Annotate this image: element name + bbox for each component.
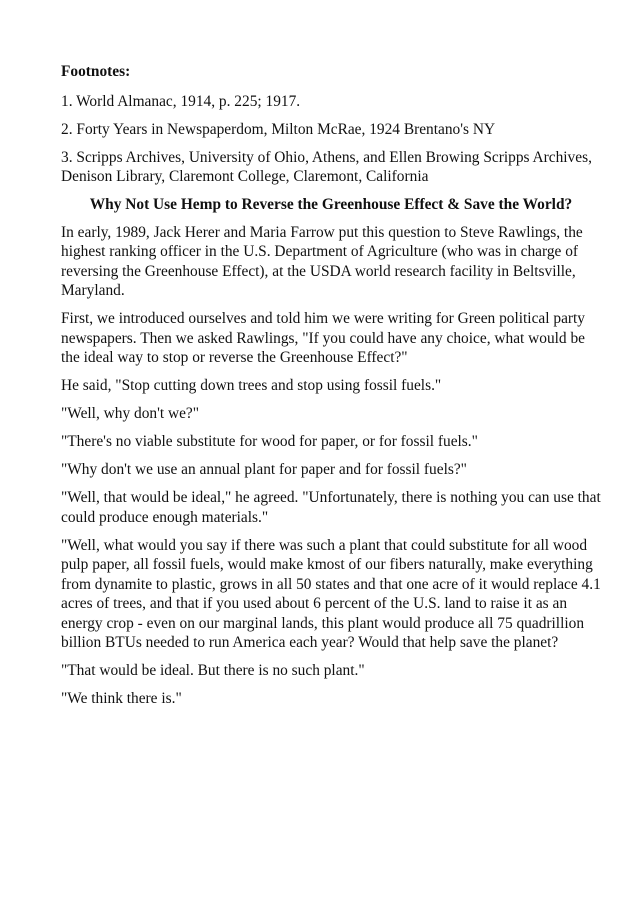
paragraph-intro: In early, 1989, Jack Herer and Maria Farrow put this question to Steve Rawlings, the highest ranking officer in the U.S. Department of Agriculture (who was in charge of reversing the Greenhouse Effect), at the USDA world research facility in Beltsville, Maryland. [61, 223, 583, 299]
footnotes-heading: Footnotes: [61, 63, 131, 80]
paragraph-introduction-question: First, we introduced ourselves and told him we were writing for Green political party newspapers. Then we asked Rawlings, "If you could have any choice, what would be the ideal way to stop or reverse the Greenhouse Effect?" [61, 310, 586, 366]
section-title: Why Not Use Hemp to Reverse the Greenhouse Effect & Save the World? [89, 196, 573, 213]
paragraph-no-substitute: "There's no viable substitute for wood for paper, or for fossil fuels." [61, 433, 478, 450]
paragraph-why-dont-we: "Well, why don't we?" [61, 405, 200, 422]
paragraph-answer-stop-cutting: He said, "Stop cutting down trees and stop using fossil fuels." [61, 377, 442, 394]
paragraph-we-think-there-is: "We think there is." [61, 690, 182, 707]
paragraph-no-such-plant: "That would be ideal. But there is no such plant." [61, 662, 365, 679]
paragraph-such-a-plant: "Well, what would you say if there was such a plant that could substitute for all wood pulp paper, all fossil fuels, would make kmost of our fibers naturally, make everything from dynamite to plastic, grows in all 50 states and that one acre of it would replace 4.1 acres of trees, and that if you used about 6 percent of the U.S. land to raise it as an energy crop - even on our marginal lands, this plant would produce all 75 quadrillion billion BTUs needed to run America each year? Would that help save the planet? [61, 536, 601, 651]
footnote-2: 2. Forty Years in Newspaperdom, Milton McRae, 1924 Brentano's NY [61, 120, 496, 138]
paragraph-ideal-agreed: "Well, that would be ideal," he agreed. "Unfortunately, there is nothing you can use that could produce enough materials." [61, 489, 601, 526]
page-content [61, 62, 601, 717]
paragraph-annual-plant: "Why don't we use an annual plant for paper and for fossil fuels?" [61, 461, 467, 478]
footnote-3: 3. Scripps Archives, University of Ohio, Athens, and Ellen Browing Scripps Archives, Denison Library, Claremont College, Claremont, California [61, 148, 592, 185]
footnote-1: 1. World Almanac, 1914, p. 225; 1917. [61, 92, 301, 110]
